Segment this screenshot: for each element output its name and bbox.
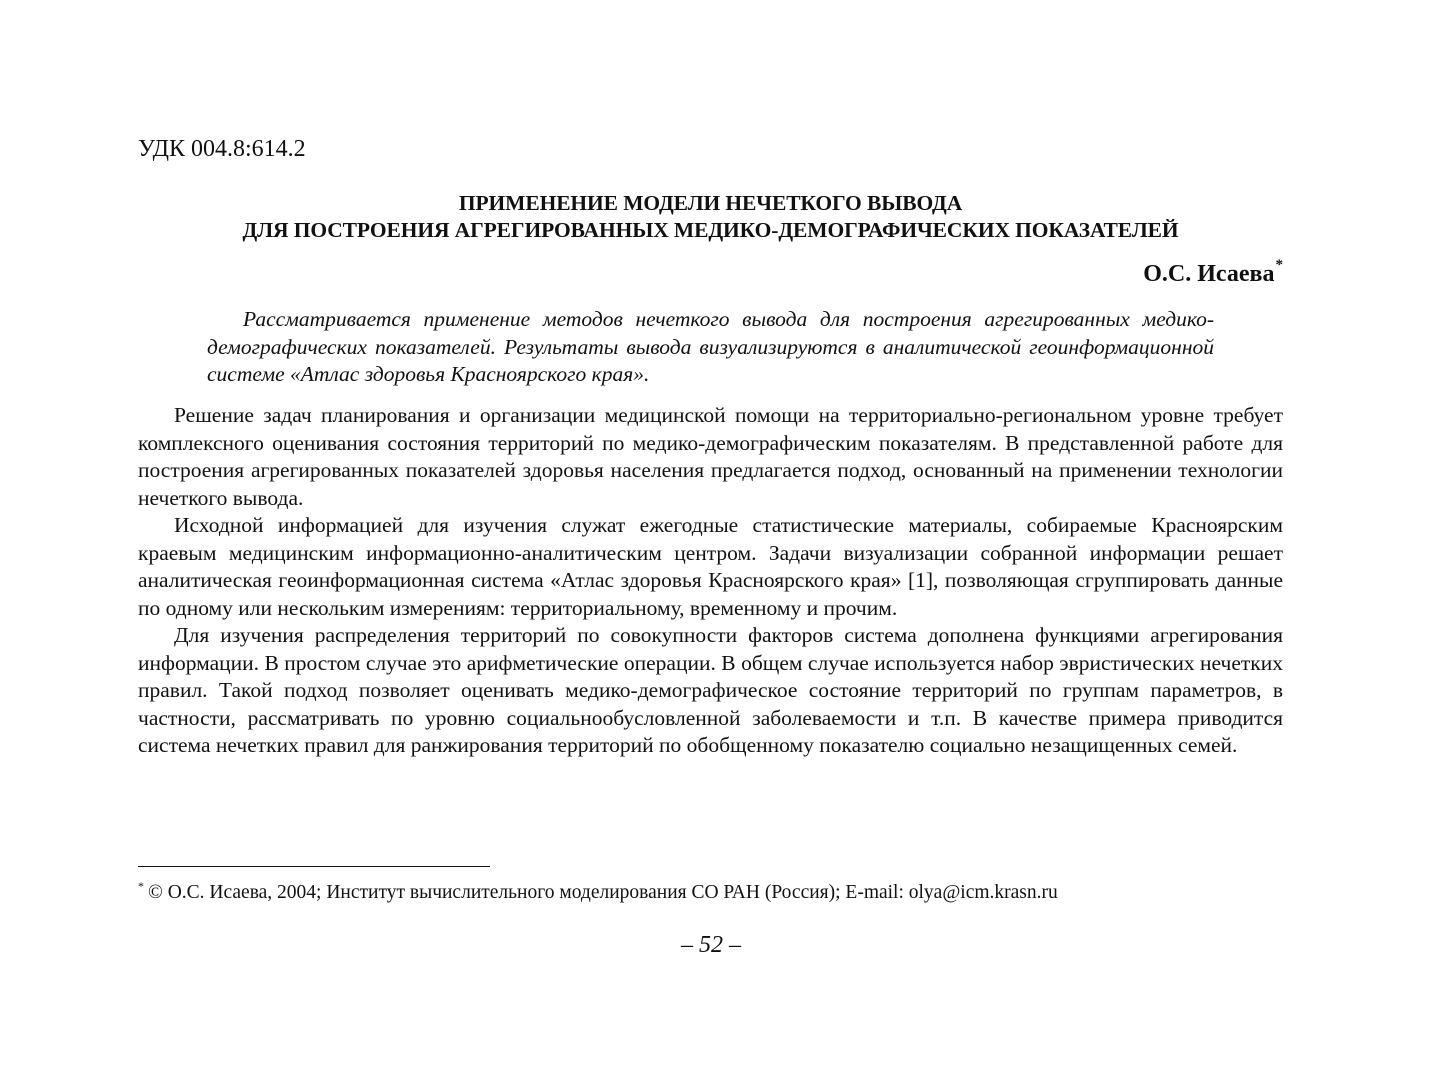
paper-title-line-1: ПРИМЕНЕНИЕ МОДЕЛИ НЕЧЕТКОГО ВЫВОДА xyxy=(458,191,963,215)
author-footnote-mark: * xyxy=(1275,257,1283,273)
paper-title-line-2: ДЛЯ ПОСТРОЕНИЯ АГРЕГИРОВАННЫХ МЕДИКО-ДЕМОГРАФИЧЕСКИХ ПОКАЗАТЕЛЕЙ xyxy=(242,218,1179,242)
paper-title xyxy=(138,190,1283,244)
page-number: – 52 – xyxy=(681,932,741,958)
footnote-mark: * xyxy=(138,879,144,893)
footnote-text: © О.С. Исаева, 2004; Институт вычислительного моделирования СО РАН (Россия); E-mail: olya@icm.krasn.ru xyxy=(148,882,1058,903)
footnote-divider xyxy=(138,866,490,867)
body-paragraph-3: Для изучения распределения территорий по совокупности факторов система дополнена функциями агрегирования информации. В простом случае это арифметические операции. В общем случае используется набор эвристических нечетких правил. Такой подход позволяет оценивать медико-демографическое состояние территорий по группам параметров, в частности, рассматривать по уровню социальнообусловленной заболеваемости и т.п. В качестве примера приводится система нечетких правил для ранжирования территорий по обобщенному показателю социально незащищенных семей. xyxy=(138,623,1283,757)
body-text xyxy=(138,402,1283,760)
udc-code: УДК 004.8:614.2 xyxy=(138,136,306,162)
author-name: О.С. Исаева xyxy=(1143,261,1275,287)
body-paragraph-1: Решение задач планирования и организации медицинской помощи на территориально-региональном уровне требует комплексного оценивания состояния территорий по медико-демографическим показателям. В представленной работе для построения агрегированных показателей здоровья населения предлагается подход, основанный на применении технологии нечеткого вывода. xyxy=(138,403,1283,510)
abstract: Рассматривается применение методов нечеткого вывода для построения агрегированных медико-демографических показателей. Результаты вывода визуализируются в аналитической геоинформационной системе «Атлас здоровья Красноярского края». xyxy=(207,307,1214,386)
body-paragraph-2: Исходной информацией для изучения служат ежегодные статистические материалы, собираемые Красноярским краевым медицинским информационно-аналитическим центром. Задачи визуализации собранной информации решает аналитическая геоинформационная система «Атлас здоровья Красноярского края» [1], позволяющая сгруппировать данные по одному или нескольким измерениям: территориальному, временному и прочим. xyxy=(138,513,1283,620)
author-line xyxy=(1143,258,1283,290)
footnote xyxy=(138,880,1058,906)
